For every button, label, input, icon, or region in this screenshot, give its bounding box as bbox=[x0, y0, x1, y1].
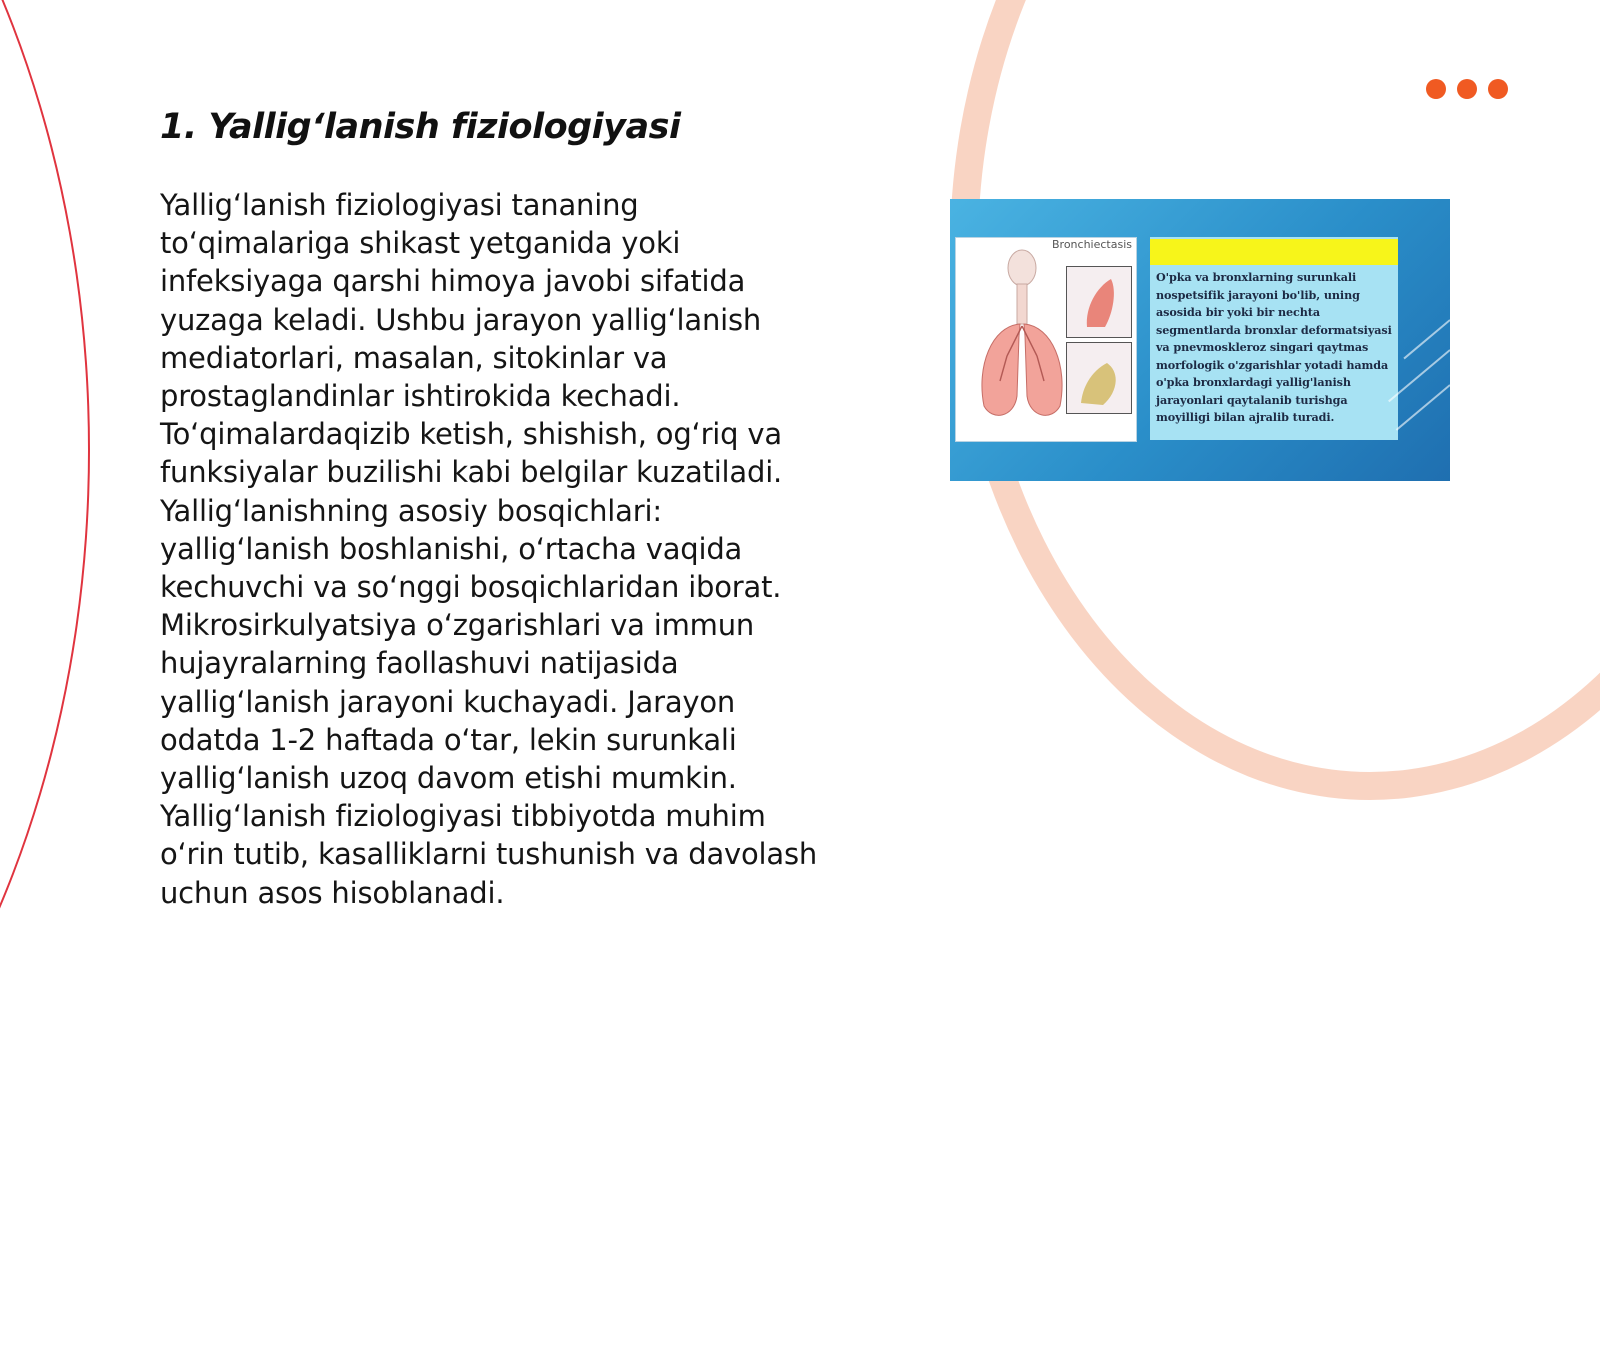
lungs-icon bbox=[962, 246, 1082, 436]
bronchiectasis-picture bbox=[950, 199, 1450, 481]
dot bbox=[1457, 79, 1477, 99]
dot bbox=[1488, 79, 1508, 99]
bronchiectasis-detail-icon bbox=[1067, 343, 1131, 413]
slide-title: 1. Yallig‘lanish fiziologiyasi bbox=[160, 107, 681, 147]
definition-panel bbox=[1150, 237, 1398, 440]
decorative-stripe bbox=[1396, 384, 1450, 431]
bronchus-detail-icon bbox=[1067, 267, 1131, 337]
lungs-illustration bbox=[955, 237, 1137, 442]
bronchiectasis-inset bbox=[1066, 342, 1132, 414]
illustration-caption: Bronchiectasis bbox=[1052, 238, 1132, 251]
heading-bar bbox=[1150, 239, 1398, 265]
definition-text: O'pka va bronxlarning surunkali nospetsifik jarayoni bo'lib, uning asosida bir yoki bir nechta segmentlarda bronxlar deformatsiyasi va pnevmoskleroz singari qaytmas morfologik o'zgarishlar yotadi hamda o'pka bronxlardagi yallig'lanish jarayonlari qaytalanib turishga moyilligi bilan ajralib turadi. bbox=[1156, 270, 1392, 424]
more-dots-icon[interactable] bbox=[1426, 79, 1508, 99]
slide-body-text: Yallig‘lanish fiziologiyasi tananing to‘qimalariga shikast yetganida yoki infeksiyaga qarshi himoya javobi sifatida yuzaga keladi. Ushbu jarayon yallig‘lanish mediatorlari, masalan, sitokinlar va prostaglandinlar ishtirokida kechadi. To‘qimalardaqizib ketish, shishish, og‘riq va funksiyalar buzilishi kabi belgilar kuzatiladi. Yallig‘lanishning asosiy bosqichlari: yallig‘lanish boshlanishi, o‘rtacha vaqida kechuvchi va so‘nggi bosqichlaridan iborat. Mikrosirkulyatsiya o‘zgarishlari va immun hujayralarning faollashuvi natijasida yallig‘lanish jarayoni kuchayadi. Jarayon odatda 1-2 haftada o‘tar, lekin surunkali yallig‘lanish uzoq davom etishi mumkin. Yallig‘lanish fiziologiyasi tibbiyotda muhim o‘rin tutib, kasalliklarni tushunish va davolash uchun asos hisoblanadi. bbox=[160, 188, 818, 910]
dot bbox=[1426, 79, 1446, 99]
bronchus-inset bbox=[1066, 266, 1132, 338]
decorative-left-arc bbox=[0, 0, 90, 1350]
